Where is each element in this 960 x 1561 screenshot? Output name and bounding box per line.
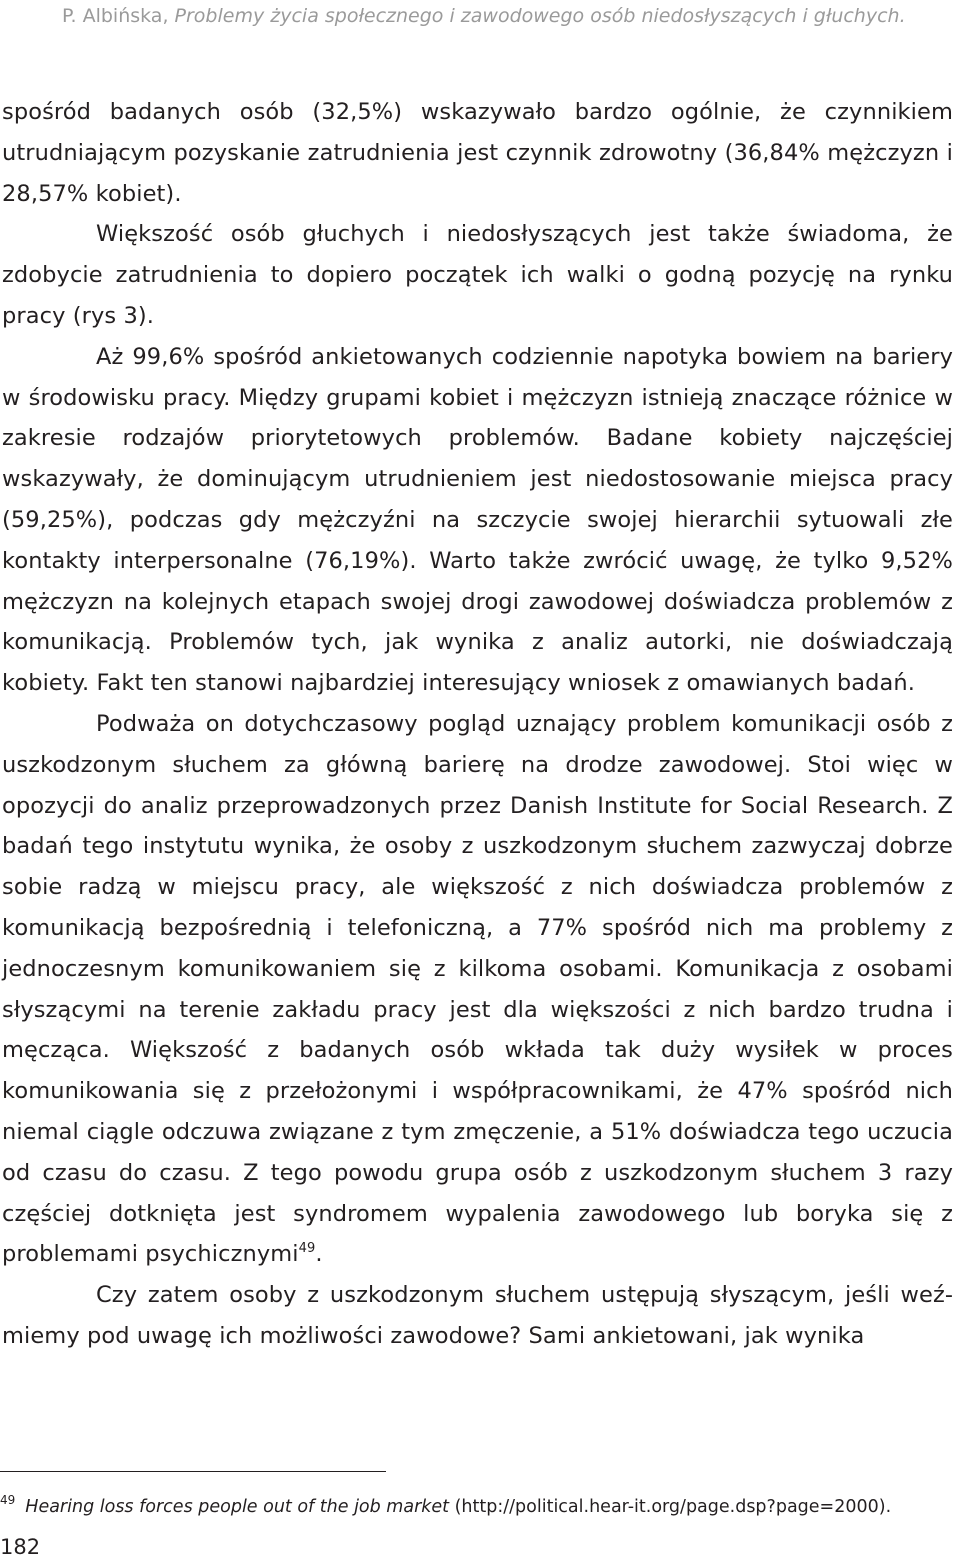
footnote xyxy=(0,1488,955,1519)
footnote-title: Hearing loss forces people out of the job market xyxy=(25,1497,450,1517)
paragraph: Większość osób głuchych i niedosłyszących jest także świadoma, że zdobycie zatrudnienia to dopiero początek ich walki o godną pozycję na rynku pracy (rys 3). xyxy=(2,221,953,329)
paragraph xyxy=(2,704,953,1275)
footnote-separator xyxy=(0,1471,386,1472)
header-author: P. Albińska, xyxy=(62,5,175,27)
footnote-reference[interactable]: 49 xyxy=(298,1241,316,1257)
paragraph-continued: spośród badanych osób (32,5%) wskazywało bardzo ogólnie, że czynnikiem utrudniającym pozyskanie zatrudnienia jest czynnik zdrowotny (36,84% mężczyzn i 28,57% kobiet). xyxy=(2,99,953,207)
header-title: Problemy życia społecznego i zawodowego osób niedosłyszących i głuchych. xyxy=(174,5,906,27)
paragraph-text: Podważa on dotychczasowy pogląd uznający problem komunikacji osób z uszkodzonym słuchem za główną barierę na drodze zawodowej. Stoi więc w opozycji do analiz przeprowadzonych przez Danish Institute for Social Research. Z badań tego instytutu wynika, że osoby z uszkodzonym słuchem zazwyczaj dobrze sobie radzą w miejscu pracy, ale większość z nich doświadcza problemów z komunikacją bezpośrednią i telefoniczną, a 77% spośród nich ma problemy z jednoczesnym komunikowaniem się z kilkoma osobami. Komunikacja z osobami słyszącymi na terenie zakładu pracy jest dla większości z nich bardzo trudna i męcząca. Większość z badanych osób wkłada tak duży wysiłek w proces komunikowania się z przełożonymi i współpracownikami, że 47% spośród nich niemal ciągle odczuwa związane z tym zmęczenie, a 51% doświadcza tego uczucia od czasu do czasu. Z tego powodu grupa osób z uszkodzonym słuchem 3 razy częściej dotknięta jest syndromem wypalenia zawodowego lub boryka się z problemami psychicznymi xyxy=(2,710,953,1268)
paragraph: Aż 99,6% spośród ankietowanych codziennie napotyka bowiem na bariery w środowisku pracy. Między grupami kobiet i mężczyzn istnieją znaczące różnice w zakresie rodzajów priorytetowych problemów. Badane kobiety najczęściej wskazywały, że dominującym utrudnieniem jest niedostosowanie miejsca pracy (59,25%), podczas gdy mężczyźni na szczycie swojej hierarchii sytuowali złe kontakty interpersonalne (76,19%). Warto także zwrócić uwagę, że tylko 9,52% mężczyzn na kolejnych etapach swojej drogi zawodowej doświadcza problemów z komunikacją. Problemów tych, jak wynika z analiz autorki, nie doświadczają kobiety. Fakt ten stanowi najbardziej interesujący wniosek z omawianych badań. xyxy=(2,343,953,697)
running-header xyxy=(62,4,952,28)
paragraph-tail: . xyxy=(315,1241,323,1268)
body-text xyxy=(2,92,953,1357)
paragraph: Czy zatem osoby z uszkodzonym słuchem ustępują słyszącym, jeśli weźmiemy pod uwagę ich możliwości zawodowe? Sami ankietowani, jak wynika xyxy=(2,1282,953,1349)
footnote-number: 49 xyxy=(0,1493,16,1507)
page-number: 182 xyxy=(0,1535,41,1559)
footnote-source: (http://political.hear-it.org/page.dsp?page=2000). xyxy=(449,1497,892,1517)
